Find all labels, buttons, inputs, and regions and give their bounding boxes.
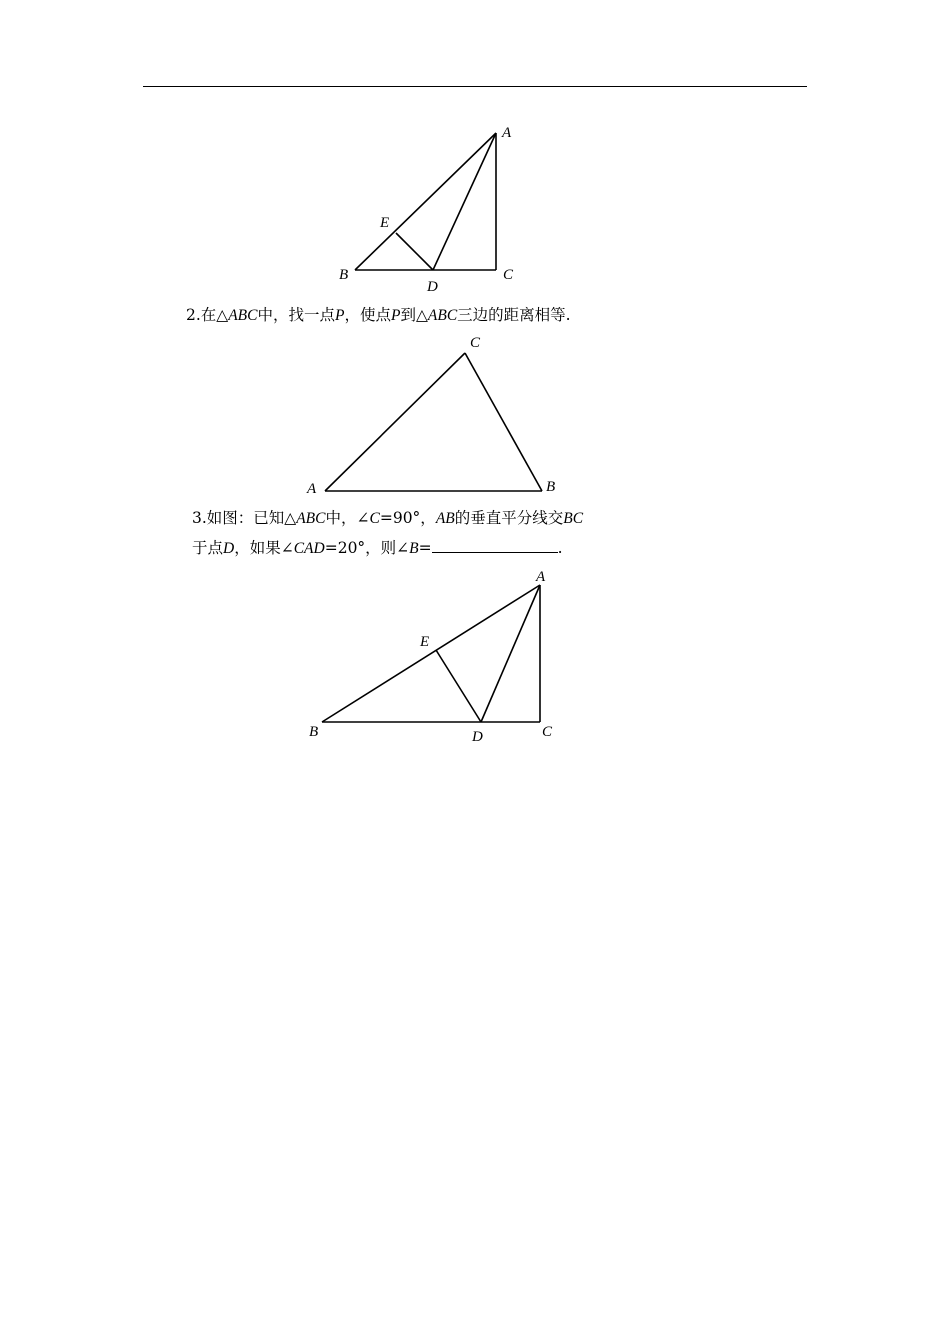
label-c: C [542, 724, 553, 740]
figure-2-triangle [300, 330, 570, 500]
segment-ad [433, 133, 496, 270]
segment-bc [465, 353, 542, 491]
label-d: D [472, 729, 483, 745]
label-c: C [503, 267, 514, 283]
segment-ab [355, 133, 496, 270]
label-b: B [546, 479, 556, 495]
label-b: B [339, 267, 349, 283]
question-3-line-1: 3.如图：已知△ABC中，∠C=90°，AB的垂直平分线交BC [192, 509, 584, 527]
figure-1-right-triangle [330, 120, 530, 300]
header-rule [143, 86, 807, 87]
label-a: A [536, 569, 546, 585]
segment-ab [322, 585, 540, 722]
segment-ed [396, 233, 433, 270]
label-d: D [427, 279, 438, 295]
label-a: A [307, 481, 317, 497]
segment-ed [436, 650, 481, 722]
label-e: E [380, 215, 390, 231]
q2-number: 2. [186, 306, 201, 324]
label-a: A [502, 125, 512, 141]
segment-ca [325, 353, 465, 491]
question-2: 2.在△ABC中，找一点P，使点P到△ABC三边的距离相等. [186, 306, 571, 324]
answer-blank[interactable] [432, 538, 558, 553]
question-3-line-2: 于点D，如果∠CAD=20°，则∠B= . [192, 539, 563, 557]
label-b: B [309, 724, 319, 740]
segment-ad [481, 585, 540, 722]
figure-3-right-triangle [300, 565, 570, 750]
q3-number: 3. [192, 509, 207, 527]
label-c: C [470, 335, 481, 351]
label-e: E [420, 634, 430, 650]
